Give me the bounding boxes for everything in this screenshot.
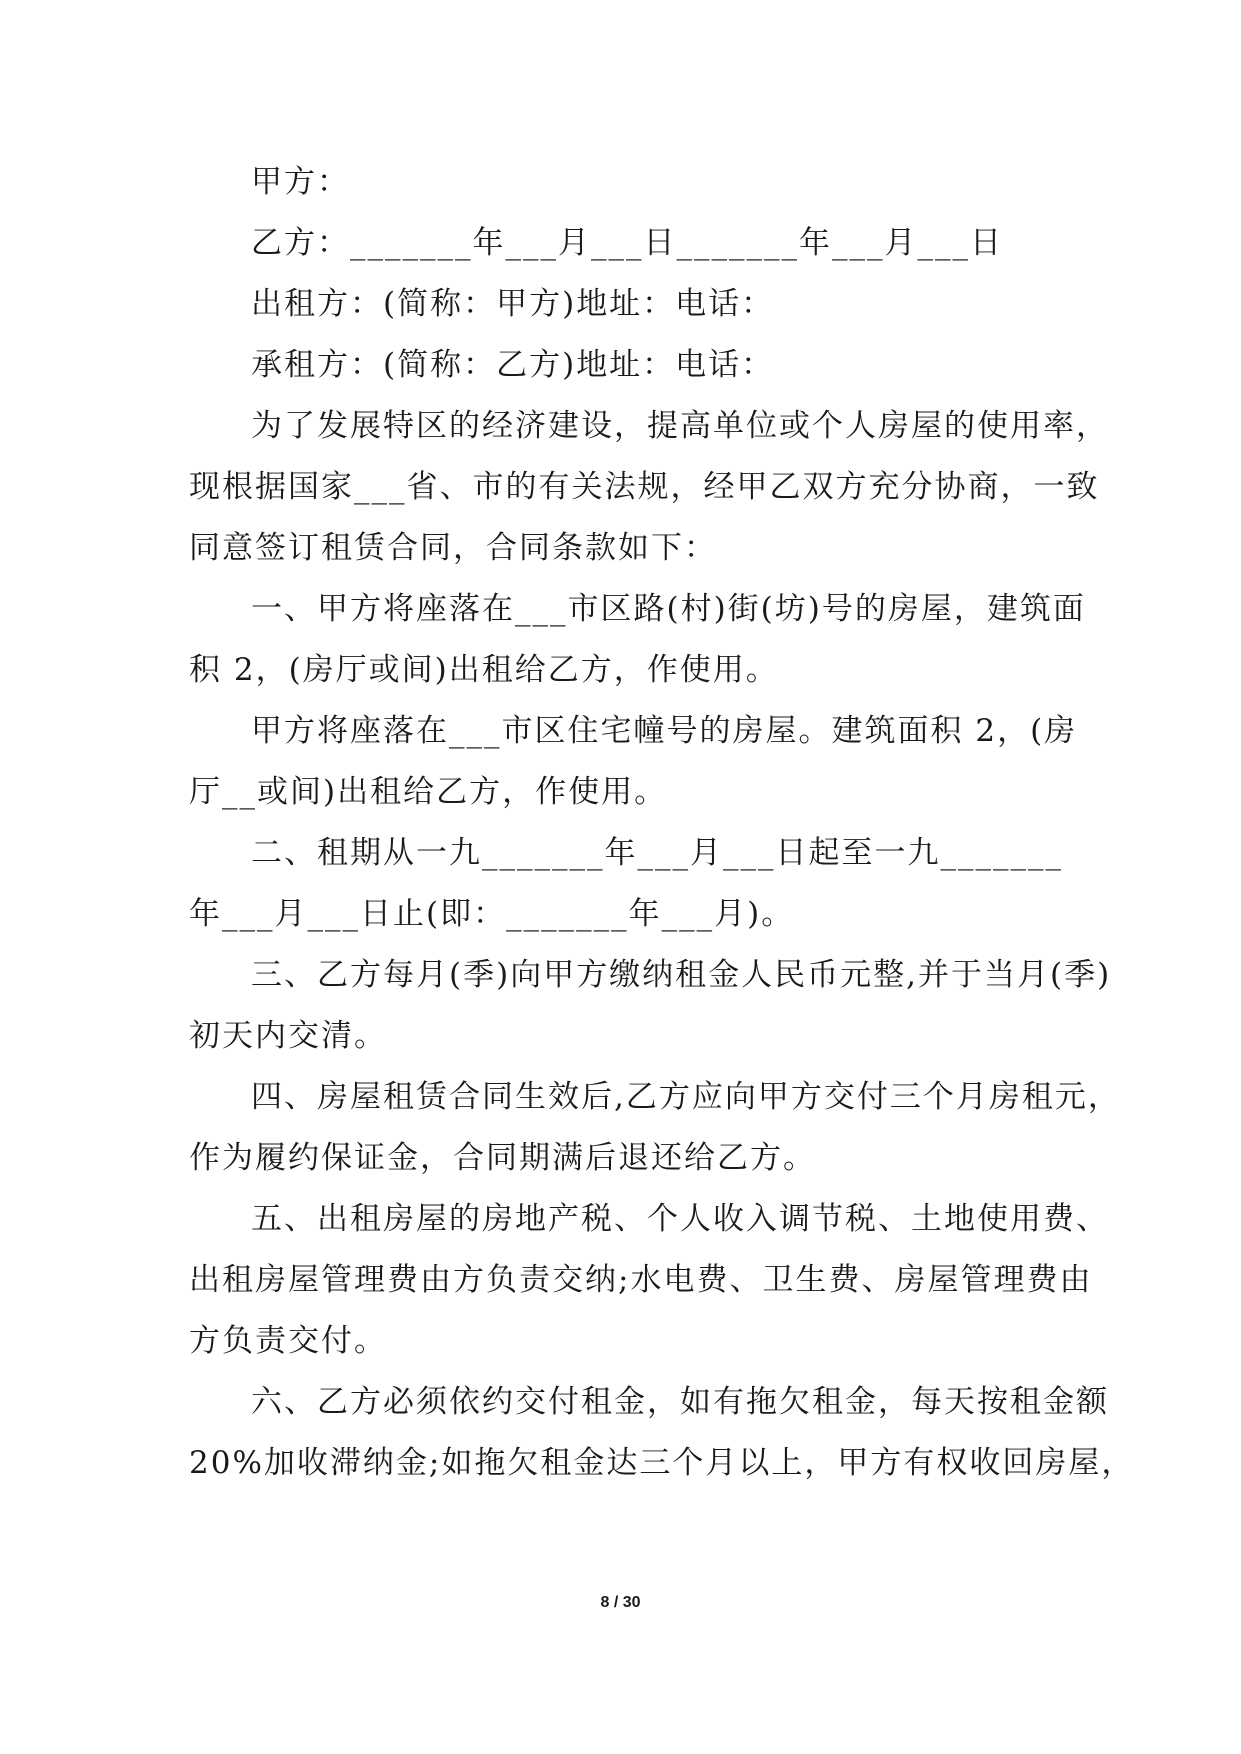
clause-1-line: 积 2，(房厅或间)出租给乙方，作使用。 [189,652,779,688]
preamble-line: 同意签订租赁合同，合同条款如下： [189,530,717,566]
clause-4-line: 作为履约保证金，合同期满后退还给乙方。 [189,1140,816,1176]
clause-5-line: 出租房屋管理费由方负责交纳;水电费、卫生费、房屋管理费由 [189,1262,1093,1298]
clause-1-alt-line: 厅__或间)出租给乙方，作使用。 [189,774,668,810]
lessor-line: 出租方：(简称：甲方)地址：电话： [251,286,775,322]
clause-3-line: 初天内交清。 [189,1018,387,1054]
clause-1-alt-line: 甲方将座落在___市区住宅幢号的房屋。建筑面积 2，(房 [251,713,1078,749]
clause-5-line: 方负责交付。 [189,1323,387,1359]
clause-2-line: 二、租期从一九_______年___月___日起至一九_______ [251,835,1063,871]
clause-5-line: 五、出租房屋的房地产税、个人收入调节税、土地使用费、 [251,1201,1109,1237]
party-b-line: 乙方：_______年___月___日_______年___月___日 [251,225,1003,261]
preamble-line: 为了发展特区的经济建设，提高单位或个人房屋的使用率， [251,408,1109,444]
page-number: 8 / 30 [600,1594,641,1611]
clause-4-line: 四、房屋租赁合同生效后,乙方应向甲方交付三个月房租元， [251,1079,1121,1115]
clause-6-line: 20%加收滞纳金;如拖欠租金达三个月以上，甲方有权收回房屋， [189,1445,1135,1481]
lessee-line: 承租方：(简称：乙方)地址：电话： [251,347,775,383]
contract-body [189,152,1135,1494]
clause-3-line: 三、乙方每月(季)向甲方缴纳租金人民币元整,并于当月(季) [251,957,1112,993]
preamble-line: 现根据国家___省、市的有关法规，经甲乙双方充分协商，一致 [189,469,1100,505]
party-a-line: 甲方： [251,164,350,200]
clause-2-line: 年___月___日止(即：_______年___月)。 [189,896,795,932]
clause-6-line: 六、乙方必须依约交付租金，如有拖欠租金，每天按租金额 [251,1384,1109,1420]
clause-1-line: 一、甲方将座落在___市区路(村)街(坊)号的房屋，建筑面 [251,591,1086,627]
